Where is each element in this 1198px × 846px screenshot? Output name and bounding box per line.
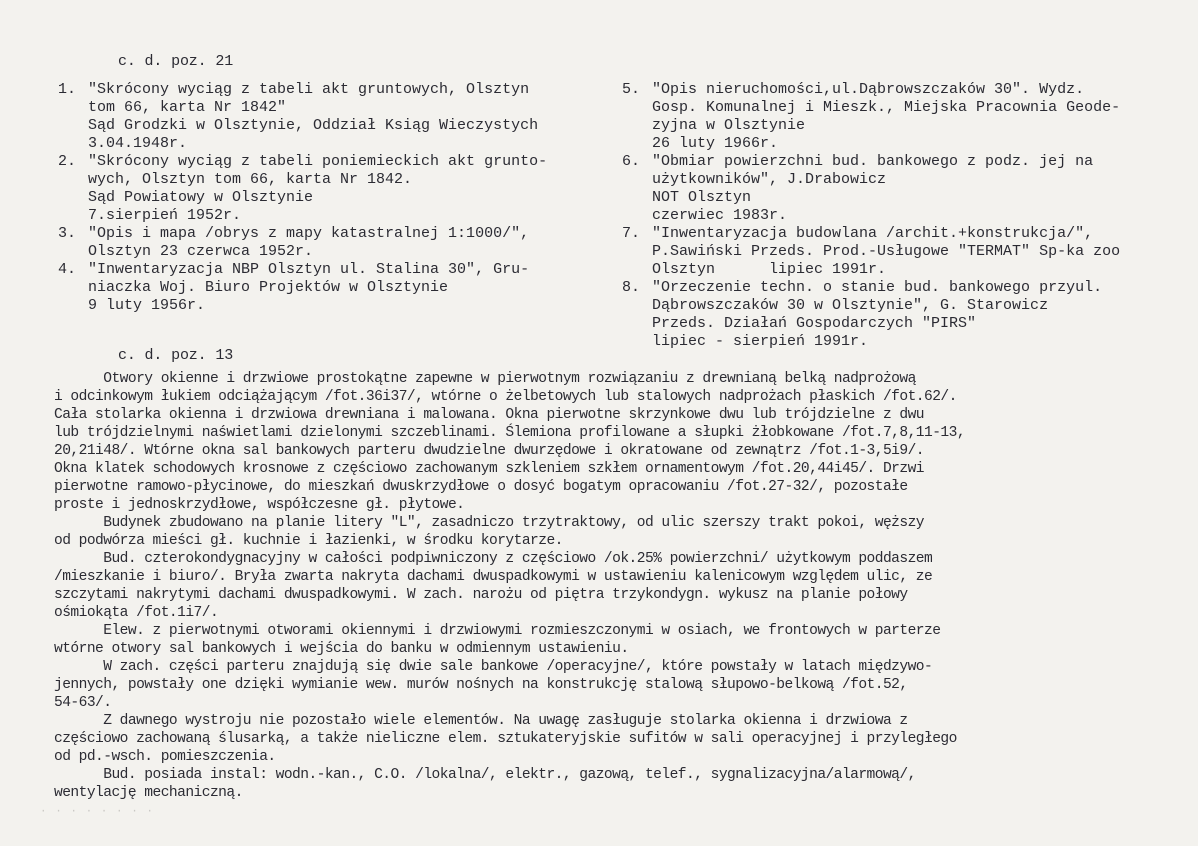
body-line: 20,21i48/. Wtórne okna sal bankowych parteru dwudzielne dwurzędowe i okratowane od zewnątrz /fot.1-3,5i9/. [54, 443, 925, 459]
ref-line: użytkowników", J.Drabowicz [652, 171, 887, 188]
body-line: ośmiokąta /fot.1i7/. [54, 605, 219, 621]
body-line: i odcinkowym łukiem odciążającym /fot.36i37/, wtórne o żelbetowych lub stalowych nadprożach płaskich /fot.62/. [54, 389, 957, 405]
ref-line: 9 luty 1956r. [88, 297, 206, 314]
ref-line: "Opis nieruchomości,ul.Dąbrowszczaków 30". Wydz. [652, 81, 1085, 98]
body-line: pierwotne ramowo-płycinowe, do mieszkań dwuskrzydłowe o dosyć bogatym opracowaniu /fot.27-32/, pozostałe [54, 479, 908, 495]
body-line: szczytami nakrytymi dachami dwuspadkowymi. W zach. narożu od piętra trzykondygn. wykusz na planie połowy [54, 587, 908, 603]
body-line: Cała stolarka okienna i drzwiowa drewniana i malowana. Okna pierwotne skrzynkowe dwu lub trójdzielne z dwu [54, 407, 925, 423]
ref-line: "Obmiar powierzchni bud. bankowego z podz. jej na [652, 153, 1094, 170]
ref-line: "Skrócony wyciąg z tabeli akt gruntowych, Olsztyn [88, 81, 530, 98]
faint-margin-mark: · · · · · · · · [40, 806, 155, 818]
body-line: jennych, powstały one dzięki wymianie wew. murów nośnych na konstrukcję stalową słupowo-belkową /fot.52, [54, 677, 908, 693]
ref-line: Gosp. Komunalnej i Mieszk., Miejska Pracownia Geode- [652, 99, 1121, 116]
ref-number: 5. [622, 81, 641, 98]
body-line: częściowo zachowaną ślusarką, a także nieliczne elem. sztukateryjskie sufitów w sali operacyjnej i przyległego [54, 731, 957, 747]
ref-number: 2. [58, 153, 77, 170]
body-line: wtórne otwory sal bankowych i wejścia do banku w odmiennym ustawieniu. [54, 641, 629, 657]
ref-line: tom 66, karta Nr 1842" [88, 99, 287, 116]
ref-number: 1. [58, 81, 77, 98]
body-line: Okna klatek schodowych krosnowe z częściowo zachowanym szkleniem szkłem ornamentowym /fot.20,44i45/. Drzwi [54, 461, 925, 477]
ref-line: 3.04.1948r. [88, 135, 188, 152]
ref-line: "Skrócony wyciąg z tabeli poniemieckich akt grunto- [88, 153, 548, 170]
ref-line: zyjna w Olsztynie [652, 117, 806, 134]
body-line: W zach. części parteru znajdują się dwie sale bankowe /operacyjne/, które powstały w latach międzywo- [54, 659, 933, 675]
body-line: Z dawnego wystroju nie pozostało wiele elementów. Na uwagę zasługuje stolarka okienna i drzwiowa z [54, 713, 908, 729]
ref-line: Sąd Grodzki w Olsztynie, Oddział Ksiąg Wieczystych [88, 117, 539, 134]
section-heading-poz-21: c. d. poz. 21 [118, 53, 234, 70]
ref-line: wych, Olsztyn tom 66, karta Nr 1842. [88, 171, 413, 188]
ref-line: Przeds. Działań Gospodarczych "PIRS" [652, 315, 977, 332]
ref-line: 7.sierpień 1952r. [88, 207, 242, 224]
ref-number: 6. [622, 153, 641, 170]
body-line: /mieszkanie i biuro/. Bryła zwarta nakryta dachami dwuspadkowymi w ustawieniu kalenicowym względem ulic, ze [54, 569, 933, 585]
ref-line: "Inwentaryzacja NBP Olsztyn ul. Stalina 30", Gru- [88, 261, 530, 278]
ref-line: niaczka Woj. Biuro Projektów w Olsztynie [88, 279, 449, 296]
body-line: Elew. z pierwotnymi otworami okiennymi i drzwiowymi rozmieszczonymi w osiach, we frontowych w parterze [54, 623, 941, 639]
ref-line: 26 luty 1966r. [652, 135, 779, 152]
ref-line: Dąbrowszczaków 30 w Olsztynie", G. Starowicz [652, 297, 1049, 314]
body-line: Bud. czterokondygnacyjny w całości podpiwniczony z częściowo /ok.25% powierzchni/ użytkowym poddaszem [54, 551, 933, 567]
ref-line: Olsztyn lipiec 1991r. [652, 261, 887, 278]
ref-number: 8. [622, 279, 641, 296]
ref-line: NOT Olsztyn [652, 189, 752, 206]
ref-line: Olsztyn 23 czerwca 1952r. [88, 243, 314, 260]
ref-line: Sąd Powiatowy w Olsztynie [88, 189, 314, 206]
ref-number: 4. [58, 261, 77, 278]
ref-line: "Opis i mapa /obrys z mapy katastralnej 1:1000/", [88, 225, 530, 242]
ref-line: lipiec - sierpień 1991r. [652, 333, 869, 350]
body-line: lub trójdzielnymi naświetlami dzielonymi szczeblinami. Ślemiona profilowane a słupki żłobkowane /fot.7,8,11-13, [54, 425, 966, 441]
body-line: proste i jednoskrzydłowe, współczesne gł. płytowe. [54, 497, 465, 513]
body-line: wentylację mechaniczną. [54, 785, 243, 801]
ref-number: 7. [622, 225, 641, 242]
body-line: od podwórza mieści gł. kuchnie i łazienki, w środku korytarze. [54, 533, 563, 549]
section-heading-poz-13: c. d. poz. 13 [118, 347, 234, 364]
ref-line: P.Sawiński Przeds. Prod.-Usługowe "TERMAT" Sp-ka zoo [652, 243, 1121, 260]
ref-number: 3. [58, 225, 77, 242]
body-line: 54-63/. [54, 695, 112, 711]
ref-line: "Orzeczenie techn. o stanie bud. bankowego przyul. [652, 279, 1103, 296]
body-line: Bud. posiada instal: wodn.-kan., C.O. /lokalna/, elektr., gazową, telef., sygnalizacyjna/alarmową/, [54, 767, 916, 783]
body-line: od pd.-wsch. pomieszczenia. [54, 749, 276, 765]
body-line: Otwory okienne i drzwiowe prostokątne zapewne w pierwotnym rozwiązaniu z drewnianą belką nadprożową [54, 371, 916, 387]
ref-line: "Inwentaryzacja budowlana /archit.+konstrukcja/", [652, 225, 1094, 242]
ref-line: czerwiec 1983r. [652, 207, 788, 224]
body-line: Budynek zbudowano na planie litery "L", zasadniczo trzytraktowy, od ulic szerszy trakt pokoi, węższy [54, 515, 925, 531]
